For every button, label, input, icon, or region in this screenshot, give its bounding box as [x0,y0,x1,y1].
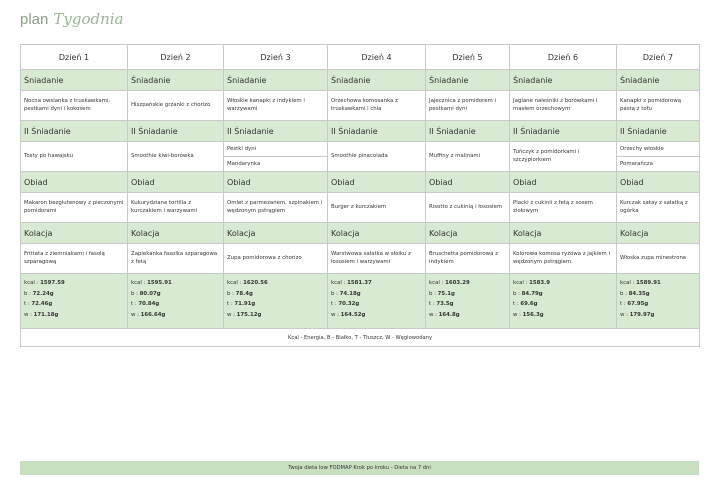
meal-label: Obiad [224,172,328,193]
stat-w [429,310,506,321]
stat-label: kcal : [429,280,444,286]
stat-label: b : [429,290,436,297]
stat-kcal [131,278,220,289]
stat-label: kcal : [24,280,39,286]
stat-b [24,289,124,300]
stat-label: b : [131,290,138,297]
stat-w [131,310,220,321]
stat-b [513,289,613,300]
stat-label: w : [513,311,521,318]
stat-label: t : [24,301,30,307]
stat-w [331,310,422,321]
stat-value: 175.12g [236,311,262,318]
stat-value: 1597.59 [40,280,65,286]
dish-item: Orzechy włoskie [620,146,664,152]
stat-t [429,299,506,310]
stat-value: 67.95g [627,301,649,307]
stat-label: w : [24,311,32,318]
stat-value: 84.79g [521,290,543,297]
dish-cell: Kurczak satay z sałatką z ogórka [617,193,700,223]
stat-label: b : [24,290,31,297]
title-plain: plan [20,11,49,28]
day-header-row [21,45,700,70]
stat-label: w : [227,311,235,318]
meal-label: Śniadanie [617,70,700,91]
dish-cell: Włoska zupa minestrone [617,244,700,274]
meal-label: Obiad [328,172,426,193]
dish-cell: Muffiny z malinami [426,142,510,172]
stat-w [227,310,324,321]
stat-kcal [331,278,422,289]
dish-cell: Nocna owsianka z truskawkami, pestkami dyni i kokosem [21,91,128,121]
stat-label: kcal : [513,280,528,286]
dish-cell: Bruschetta pomidorowa z indykiem [426,244,510,274]
stat-kcal [24,278,124,289]
stat-label: b : [227,290,234,297]
stat-kcal [620,278,696,289]
stat-value: 179.97g [629,311,655,318]
dish-cell: Omlet z parmezanem, szpinakiem i wędzonym pstrągiem [224,193,328,223]
meal-label: Kolacja [224,223,328,244]
meal-label: Kolacja [510,223,617,244]
day-header: Dzień 3 [224,45,328,70]
stat-label: t : [429,301,435,307]
stat-value: 164.8g [438,311,460,318]
dish-cell: Risotto z cukinią i łososiem [426,193,510,223]
stat-value: 72.46g [31,301,53,307]
dish-cell: Kolorowa komosa ryżowa z jajkiem i wędzonym pstrągiem. [510,244,617,274]
dish-cell: Włoskie kanapki z indykiem i warzywami [224,91,328,121]
stat-label: t : [227,301,233,307]
meal-label: II Śniadanie [426,121,510,142]
dish-cell: Zapiekanka fasolka szparagowa z fetą [128,244,224,274]
dish-cell: Kukurydziana tortilla z kurczakiem i warzywami [128,193,224,223]
meal-label-row [21,70,700,91]
stat-w [513,310,613,321]
stat-value: 166.64g [140,311,166,318]
meal-label: Kolacja [21,223,128,244]
meal-label-row [21,172,700,193]
stat-label: kcal : [131,280,146,286]
meal-label: II Śniadanie [128,121,224,142]
stat-t [331,299,422,310]
dish-cell [617,142,700,172]
meal-label: Kolacja [617,223,700,244]
meal-label: II Śniadanie [21,121,128,142]
nutrition-row [21,274,700,329]
dish-row [21,244,700,274]
meal-label: II Śniadanie [224,121,328,142]
nutrition-cell [617,274,700,329]
stat-value: 1581.37 [347,280,372,286]
stat-value: 74.18g [339,290,361,297]
dish-row [21,91,700,121]
meal-label: Obiad [426,172,510,193]
stat-kcal [429,278,506,289]
dish-cell: Placki z cukinii z fetą z sosem ziołowym [510,193,617,223]
stat-label: t : [131,301,137,307]
stat-b [620,289,696,300]
stat-label: w : [620,311,628,318]
stat-kcal [513,278,613,289]
stat-value: 171.18g [33,311,59,318]
stat-value: 75.1g [437,290,455,297]
stat-value: 164.52g [340,311,366,318]
meal-label: Śniadanie [328,70,426,91]
stat-b [429,289,506,300]
meal-plan-table [20,44,700,347]
stat-label: kcal : [227,280,242,286]
stat-value: 1589.91 [636,280,661,286]
title-script: Tygodnia [53,10,124,28]
day-header: Dzień 7 [617,45,700,70]
meal-label: Obiad [128,172,224,193]
dish-item: Pomarańcza [617,156,699,171]
dish-cell: Kanapki z pomidorową pastą z tofu [617,91,700,121]
legend-row [21,329,700,347]
dish-cell [224,142,328,172]
stat-t [227,299,324,310]
meal-label: II Śniadanie [328,121,426,142]
dish-item: Mandarynka [224,156,327,171]
stat-t [24,299,124,310]
stat-t [131,299,220,310]
day-header: Dzień 1 [21,45,128,70]
stat-label: b : [513,290,520,297]
dish-cell: Jaglane naleśniki z borówkami i masłem orzechowym [510,91,617,121]
stat-value: 1583.9 [529,280,550,286]
stat-w [620,310,696,321]
stat-value: 1603.29 [445,280,470,286]
stat-value: 78.4g [235,290,253,297]
day-header: Dzień 5 [426,45,510,70]
dish-row [21,142,700,172]
legend-text: Kcal - Energia, B - Białko, T - Tłuszcz, W - Węglowodany [21,329,700,347]
dish-cell: Tosty po hawajsku [21,142,128,172]
stat-t [513,299,613,310]
day-header: Dzień 6 [510,45,617,70]
stat-label: t : [513,301,519,307]
nutrition-cell [224,274,328,329]
meal-label: Obiad [510,172,617,193]
stat-label: t : [331,301,337,307]
meal-label: Śniadanie [510,70,617,91]
page-title [20,10,123,28]
dish-cell: Frittata z ziemniakami i fasolą szparagową [21,244,128,274]
stat-value: 1595.91 [147,280,172,286]
nutrition-cell [128,274,224,329]
meal-label: II Śniadanie [510,121,617,142]
dish-cell: Jajecznica z pomidorem i pestkami dyni [426,91,510,121]
nutrition-cell [510,274,617,329]
meal-label: Śniadanie [224,70,328,91]
stat-label: b : [331,290,338,297]
dish-cell: Zupa pomidorowa z chorizo [224,244,328,274]
meal-label: Kolacja [426,223,510,244]
stat-value: 84.35g [628,290,650,297]
stat-value: 72.24g [32,290,54,297]
stat-b [227,289,324,300]
stat-value: 70.32g [338,301,360,307]
dish-row [21,193,700,223]
meal-label-row [21,121,700,142]
stat-value: 69.6g [520,301,538,307]
stat-value: 70.84g [138,301,160,307]
stat-label: w : [429,311,437,318]
stat-value: 73.5g [436,301,454,307]
stat-w [24,310,124,321]
day-header: Dzień 4 [328,45,426,70]
stat-b [331,289,422,300]
stat-value: 80.07g [139,290,161,297]
nutrition-cell [21,274,128,329]
nutrition-cell [328,274,426,329]
stat-label: b : [620,290,627,297]
dish-cell: Makaron bezglutenowy z pieczonymi pomidorami [21,193,128,223]
stat-value: 71.91g [234,301,256,307]
footer-band: Twoja dieta low FODMAP Krok po kroku - Dieta na 7 dni [20,461,699,475]
dish-item: Pestki dyni [227,146,257,152]
meal-label: II Śniadanie [617,121,700,142]
meal-label: Kolacja [328,223,426,244]
meal-label: Śniadanie [426,70,510,91]
dish-cell: Hiszpańskie grzanki z chorizo [128,91,224,121]
stat-value: 1620.56 [243,280,268,286]
dish-cell: Burger z kurczakiem [328,193,426,223]
stat-b [131,289,220,300]
meal-label: Śniadanie [128,70,224,91]
meal-label: Śniadanie [21,70,128,91]
stat-label: kcal : [620,280,635,286]
dish-cell: Smoothie kiwi-borówka [128,142,224,172]
stat-value: 156.3g [522,311,544,318]
dish-cell: Smoothie pinacolada [328,142,426,172]
stat-t [620,299,696,310]
stat-label: t : [620,301,626,307]
meal-label: Kolacja [128,223,224,244]
stat-label: w : [131,311,139,318]
stat-label: w : [331,311,339,318]
nutrition-cell [426,274,510,329]
stat-label: kcal : [331,280,346,286]
stat-kcal [227,278,324,289]
day-header: Dzień 2 [128,45,224,70]
dish-cell: Orzechowa komosanka z truskawkami i chia [328,91,426,121]
meal-label: Obiad [617,172,700,193]
dish-cell: Warstwowa sałatka w słoiku z łososiem i warzywami [328,244,426,274]
dish-cell: Tuńczyk z pomidorkami i szczypiorkiem [510,142,617,172]
meal-label: Obiad [21,172,128,193]
meal-label-row [21,223,700,244]
